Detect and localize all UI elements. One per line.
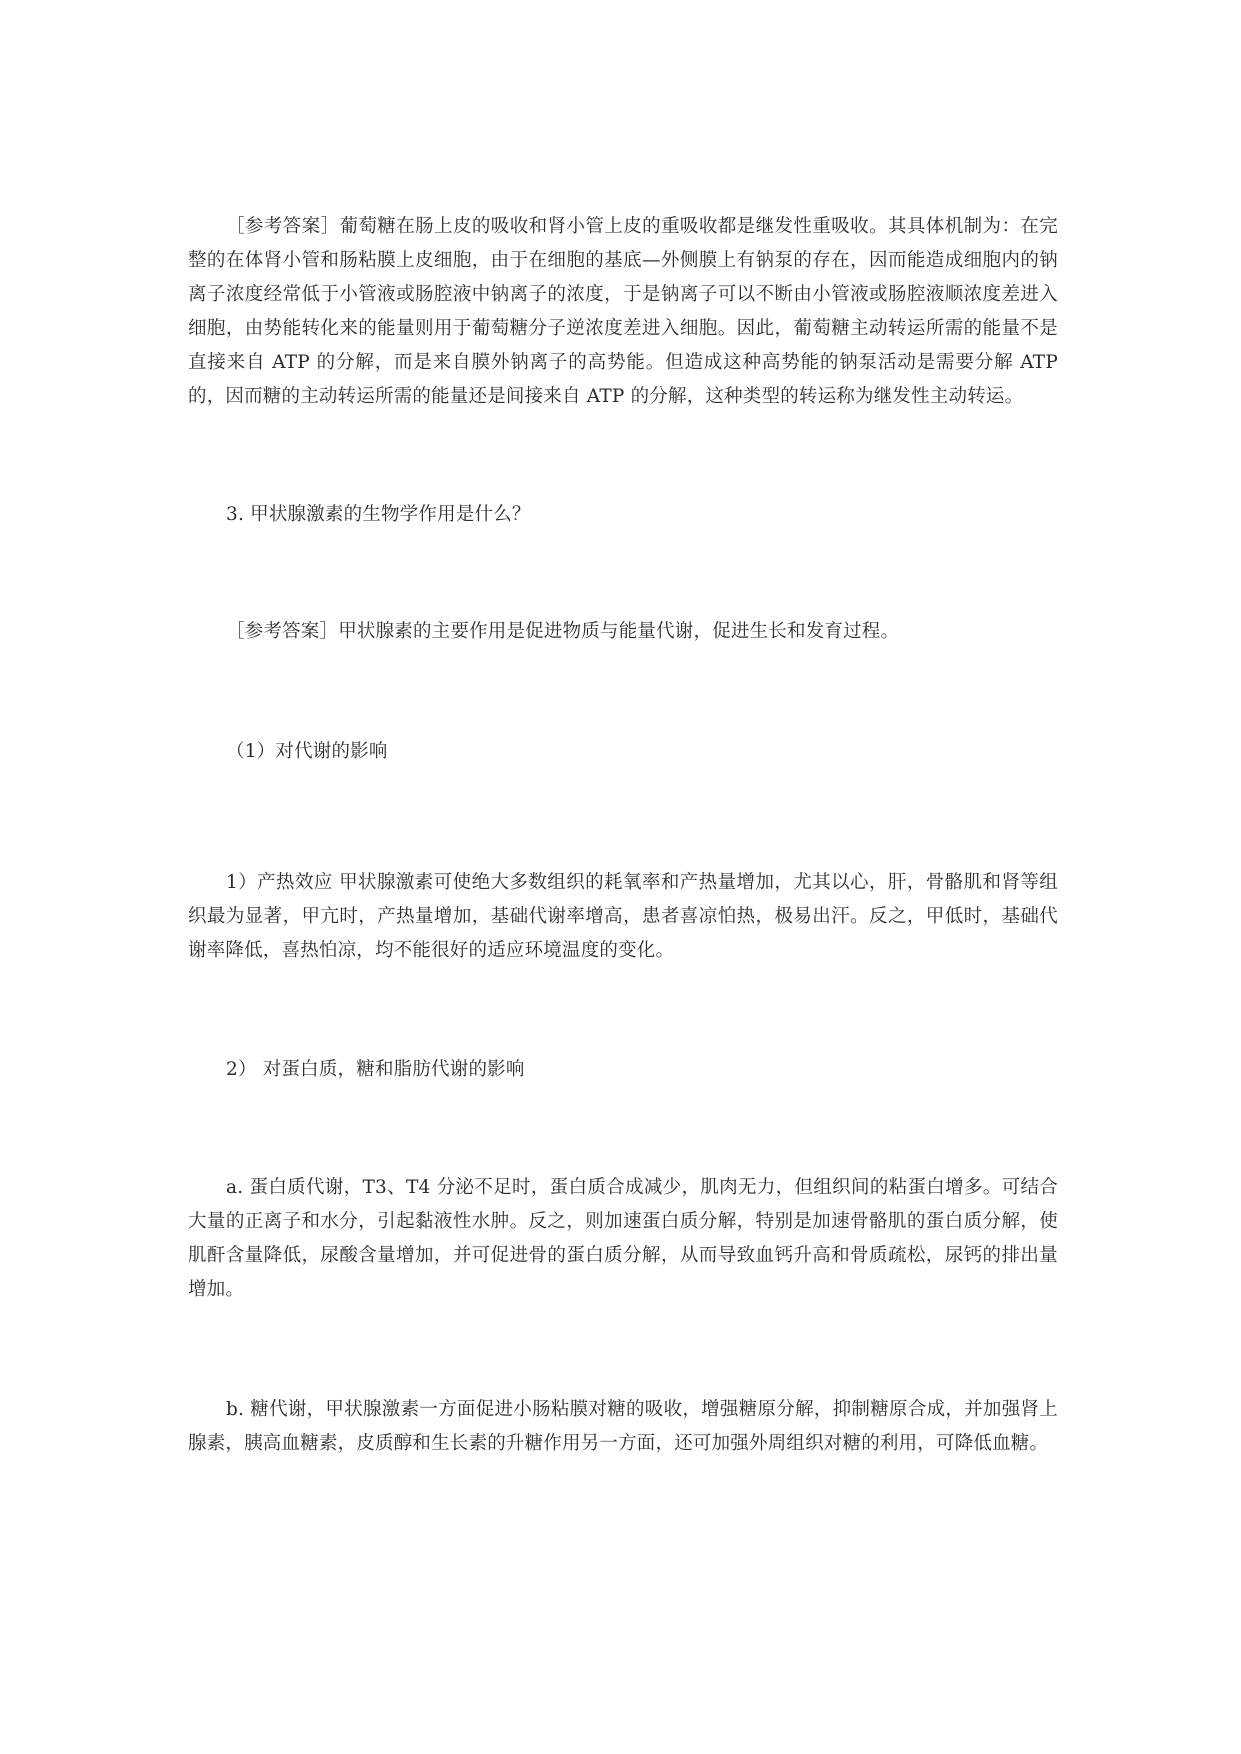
paragraph-protein-metabolism: a. 蛋白质代谢，T3、T4 分泌不足时，蛋白质合成减少，肌肉无力，但组织间的粘蛋白增多。可结合大量的正离子和水分，引起黏液性水肿。反之，则加速蛋白质分解，特别是加速骨骼肌的蛋白质分解，使肌酐含量降低，尿酸含量增加，并可促进骨的蛋白质分解，从而导致血钙升高和骨质疏松，尿钙的排出量增加。 [188,1177,1058,1300]
answer-paragraph-thyroid-summary: ［参考答案］甲状腺素的主要作用是促进物质与能量代谢，促进生长和发育过程。 [226,621,900,642]
answer-paragraph-glucose-transport: ［参考答案］葡萄糖在肠上皮的吸收和肾小管上皮的重吸收都是继发性重吸收。其具体机制为：在完整的在体肾小管和肠粘膜上皮细胞，由于在细胞的基底—外侧膜上有钠泵的存在，因而能造成细胞内的钠离子浓度经常低于小管液或肠腔液中钠离子的浓度，于是钠离子可以不断由小管液或肠腔液顺浓度差进入细胞，由势能转化来的能量则用于葡萄糖分子逆浓度差进入细胞。因此，葡萄糖主动转运所需的能量不是直接来自 ATP 的分解，而是来自膜外钠离子的高势能。但造成这种高势能的钠泵活动是需要分解 ATP 的，因而糖的主动转运所需的能量还是间接来自 ATP 的分解，这种类型的转运称为继发性主动转运。 [188,216,1058,407]
paragraph-thermogenic-effect: 1）产热效应 甲状腺激素可使绝大多数组织的耗氧率和产热量增加，尤其以心，肝，骨骼肌和肾等组织最为显著，甲亢时，产热量增加，基础代谢率增高，患者喜凉怕热，极易出汗。反之，甲低时，基础代谢率降低，喜热怕凉，均不能很好的适应环境温度的变化。 [188,872,1058,961]
subheading-protein-sugar-fat: 2） 对蛋白质，糖和脂肪代谢的影响 [226,1059,525,1080]
paragraph-sugar-metabolism: b. 糖代谢，甲状腺激素一方面促进小肠粘膜对糖的吸收，增强糖原分解，抑制糖原合成，并加强肾上腺素，胰高血糖素，皮质醇和生长素的升糖作用另一方面，还可加强外周组织对糖的利用，可降低血糖。 [188,1399,1058,1454]
question-3-heading: 3. 甲状腺激素的生物学作用是什么？ [226,504,531,525]
section-heading-metabolism: （1）对代谢的影响 [226,741,388,762]
